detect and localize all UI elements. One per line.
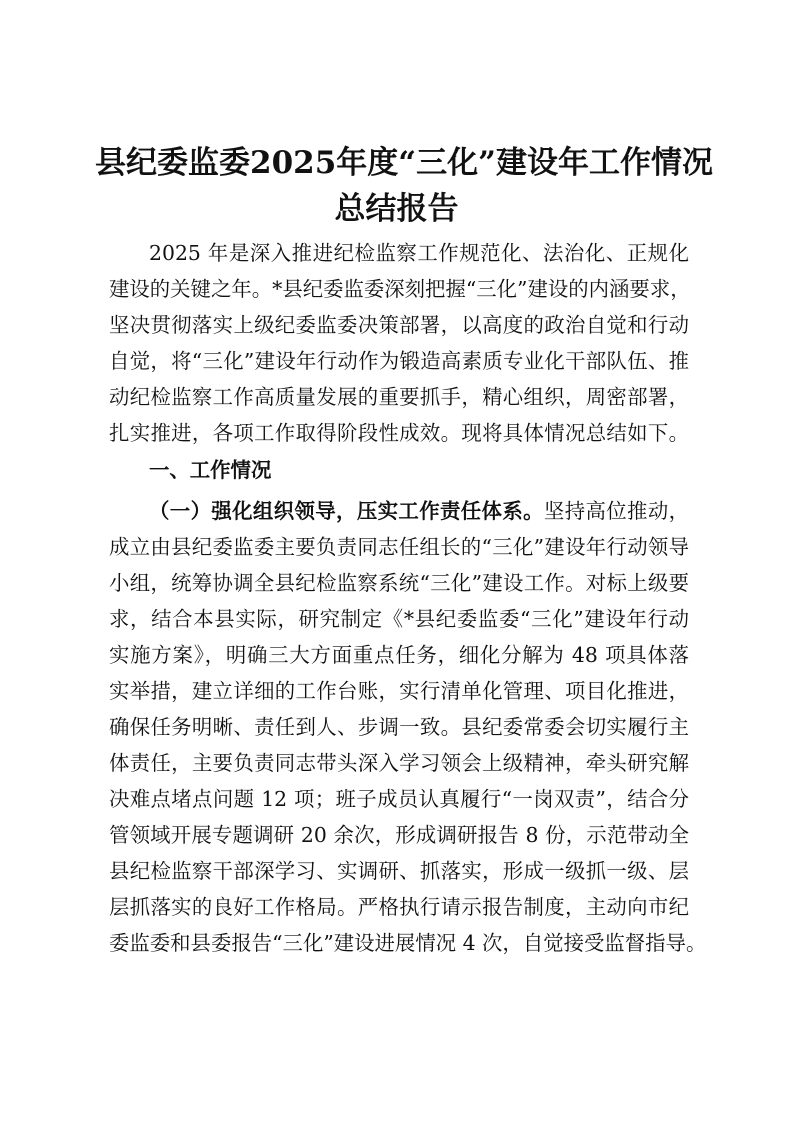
body-paragraph-line: 实施方案》，明确三大方面重点任务，细化分解为 48 项具体落 (109, 643, 689, 667)
body-paragraph-line: 体责任，主要负责同志带头深入学习领会上级精神，牵头研究解 (109, 751, 689, 775)
document-title-line-2: 总结报告 (334, 191, 459, 227)
body-paragraph-line: 求，结合本县实际，研究制定《*县纪委监委“三化”建设年行动 (109, 607, 689, 631)
intro-paragraph-line: 建设的关键之年。*县纪委监委深刻把握“三化”建设的内涵要求， (109, 277, 691, 301)
body-paragraph-line: 确保任务明晰、责任到人、步调一致。县纪委常委会切实履行主 (109, 715, 689, 739)
subsection-first-line-text: 坚持高位推动， (543, 499, 690, 523)
body-paragraph-line: 层抓落实的良好工作格局。严格执行请示报告制度，主动向市纪 (109, 895, 689, 919)
intro-paragraph-line: 扎实推进，各项工作取得阶段性成效。现将具体情况总结如下。 (109, 421, 689, 445)
section-heading: 一、工作情况 (149, 458, 272, 482)
body-paragraph-line: 决难点堵点问题 12 项；班子成员认真履行“一岗双责”，结合分 (109, 787, 689, 811)
body-paragraph-line: 管领域开展专题调研 20 余次，形成调研报告 8 份，示范带动全 (109, 823, 689, 847)
body-paragraph-line: 委监委和县委报告“三化”建设进展情况 4 次，自觉接受监督指导。 (109, 931, 707, 955)
body-paragraph-line: 实举措，建立详细的工作台账，实行清单化管理、项目化推进， (109, 679, 689, 703)
intro-paragraph-line: 动纪检监察工作高质量发展的重要抓手，精心组织，周密部署， (109, 385, 689, 409)
subsection-first-line (149, 493, 689, 529)
intro-paragraph-line: 2025 年是深入推进纪检监察工作规范化、法治化、正规化 (149, 241, 689, 265)
intro-paragraph-line: 自觉，将“三化”建设年行动作为锻造高素质专业化干部队伍、推 (109, 349, 689, 373)
document-title-line-1: 县纪委监委2025年度“三化”建设年工作情况 (95, 145, 713, 181)
intro-paragraph-line: 坚决贯彻落实上级纪委监委决策部署，以高度的政治自觉和行动 (109, 313, 689, 337)
body-paragraph-line: 小组，统筹协调全县纪检监察系统“三化”建设工作。对标上级要 (109, 571, 689, 595)
body-paragraph-line: 成立由县纪委监委主要负责同志任组长的“三化”建设年行动领导 (109, 535, 689, 559)
subsection-heading: （一）强化组织领导，压实工作责任体系。 (149, 499, 544, 523)
body-paragraph-line: 县纪检监察干部深学习、实调研、抓落实，形成一级抓一级、层 (109, 859, 689, 883)
